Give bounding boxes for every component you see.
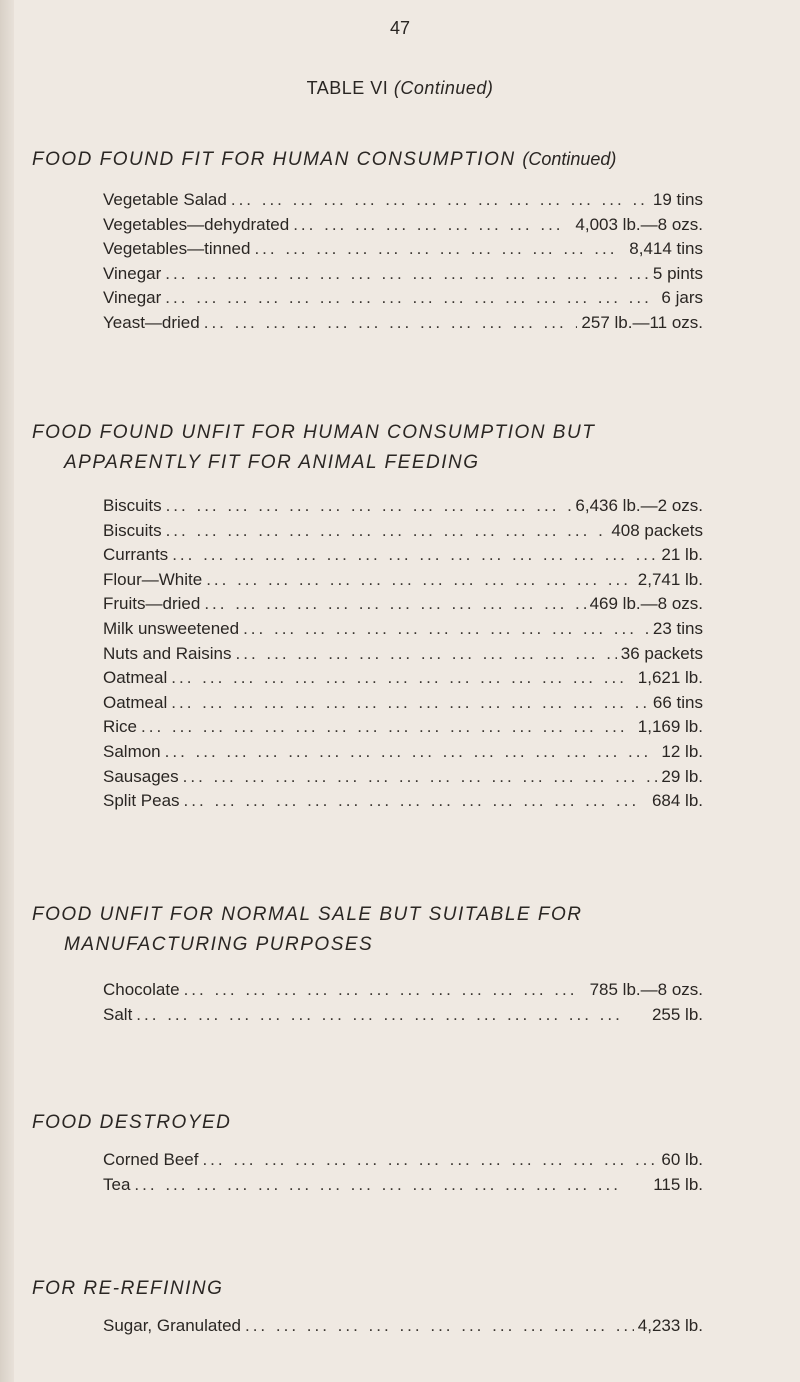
item-list-manufacturing	[103, 980, 703, 1029]
list-item	[103, 288, 703, 313]
item-label: Oatmeal	[103, 692, 168, 712]
item-list-animal-feeding	[103, 496, 703, 816]
list-item	[103, 521, 703, 546]
item-value: 469 lb.—8 ozs.	[589, 594, 703, 614]
page-binding-edge	[0, 0, 14, 1382]
section-heading-manufacturing	[32, 900, 782, 960]
item-list-destroyed	[103, 1150, 703, 1199]
leader-dots	[254, 239, 625, 259]
item-value: 6,436 lb.—2 ozs.	[575, 496, 703, 515]
item-value: 257 lb.—11 ozs.	[581, 312, 703, 332]
item-value: 5 pints	[652, 263, 703, 283]
item-label: Fruits—dried	[103, 594, 201, 614]
list-item	[103, 190, 703, 215]
section-heading-line2: APPARENTLY FIT FOR ANIMAL FEEDING	[64, 452, 480, 473]
item-list-re-refining	[103, 1316, 703, 1341]
item-value: 1,169 lb.	[637, 717, 703, 737]
item-value: 6 jars	[661, 288, 703, 308]
item-label: Rice	[103, 717, 138, 737]
leader-dots	[245, 1316, 634, 1336]
section-heading-animal-feeding	[32, 418, 782, 478]
item-label: Split Peas	[103, 791, 180, 811]
list-item	[103, 570, 703, 595]
item-value: 8,414 tins	[629, 239, 703, 259]
table-title-continued: (Continued)	[393, 78, 494, 98]
item-value: 4,003 lb.—8 ozs.	[575, 214, 703, 234]
item-list-fit-for-consumption	[103, 190, 703, 338]
leader-dots	[171, 668, 634, 688]
table-title-main: TABLE VI	[306, 78, 389, 98]
leader-dots	[184, 791, 648, 811]
item-value: 2,741 lb.	[637, 569, 703, 589]
leader-dots	[206, 570, 634, 590]
list-item	[103, 545, 703, 570]
section-heading-continued: (Continued)	[522, 149, 617, 169]
list-item	[103, 313, 703, 338]
leader-dots	[236, 644, 617, 664]
leader-dots	[293, 215, 571, 235]
list-item	[103, 791, 703, 816]
item-label: Milk unsweetened	[103, 618, 240, 638]
list-item	[103, 215, 703, 240]
item-value: 29 lb.	[661, 766, 703, 786]
item-value: 60 lb.	[661, 1150, 703, 1169]
item-value: 19 tins	[652, 190, 703, 209]
leader-dots	[165, 288, 657, 308]
item-value: 785 lb.—8 ozs.	[589, 980, 703, 999]
item-label: Tea	[103, 1174, 131, 1194]
item-value: 1,621 lb.	[637, 668, 703, 688]
list-item	[103, 767, 703, 792]
list-item	[103, 239, 703, 264]
item-label: Vinegar	[103, 288, 162, 308]
item-value: 23 tins	[652, 618, 703, 638]
item-value: 21 lb.	[661, 545, 703, 565]
item-label: Vegetable Salad	[103, 190, 227, 209]
leader-dots	[171, 693, 649, 713]
section-heading-line1: FOOD UNFIT FOR NORMAL SALE BUT SUITABLE FOR	[32, 904, 583, 925]
leader-dots	[204, 313, 578, 333]
leader-dots	[136, 1005, 648, 1025]
leader-dots	[183, 767, 658, 787]
section-heading-text: FOOD DESTROYED	[32, 1112, 232, 1133]
list-item	[103, 693, 703, 718]
item-label: Flour—White	[103, 569, 203, 589]
item-label: Chocolate	[103, 980, 180, 999]
item-label: Sausages	[103, 766, 179, 786]
item-value: 36 packets	[620, 643, 703, 663]
list-item	[103, 742, 703, 767]
leader-dots	[134, 1175, 649, 1195]
leader-dots	[165, 742, 658, 762]
list-item	[103, 594, 703, 619]
list-item	[103, 644, 703, 669]
list-item	[103, 1175, 703, 1200]
item-value: 408 packets	[611, 520, 703, 540]
item-label: Oatmeal	[103, 668, 168, 688]
leader-dots	[165, 264, 649, 284]
list-item	[103, 1005, 703, 1030]
leader-dots	[184, 980, 586, 1000]
leader-dots	[172, 545, 657, 565]
item-label: Nuts and Raisins	[103, 643, 232, 663]
item-label: Corned Beef	[103, 1150, 199, 1169]
item-value: 115 lb.	[653, 1174, 703, 1194]
table-title	[0, 78, 800, 99]
item-label: Vinegar	[103, 263, 162, 283]
item-label: Biscuits	[103, 520, 162, 540]
item-label: Yeast—dried	[103, 312, 200, 332]
item-label: Salmon	[103, 741, 161, 761]
list-item	[103, 717, 703, 742]
section-heading-line2: MANUFACTURING PURPOSES	[64, 934, 374, 955]
section-heading-fit-for-consumption	[32, 144, 782, 175]
item-label: Sugar, Granulated	[103, 1316, 241, 1335]
item-label: Salt	[103, 1004, 133, 1024]
section-heading-destroyed	[32, 1108, 782, 1138]
leader-dots	[141, 717, 634, 737]
list-item	[103, 1316, 703, 1341]
list-item	[103, 496, 703, 521]
item-value: 684 lb.	[651, 791, 703, 811]
item-value: 66 tins	[652, 692, 703, 712]
section-heading-text: FOR RE-REFINING	[32, 1278, 224, 1299]
leader-dots	[231, 190, 649, 210]
item-value: 4,233 lb.	[637, 1316, 703, 1335]
section-heading-re-refining	[32, 1274, 782, 1304]
leader-dots	[166, 521, 608, 541]
item-value: 255 lb.	[651, 1004, 703, 1024]
item-label: Vegetables—tinned	[103, 239, 251, 259]
item-label: Biscuits	[103, 496, 162, 515]
leader-dots	[204, 594, 585, 614]
list-item	[103, 668, 703, 693]
list-item	[103, 264, 703, 289]
leader-dots	[202, 1150, 657, 1170]
list-item	[103, 980, 703, 1005]
section-heading-text: FOOD FOUND FIT FOR HUMAN CONSUMPTION	[32, 149, 516, 170]
item-label: Currants	[103, 545, 169, 565]
leader-dots	[243, 619, 649, 639]
list-item	[103, 619, 703, 644]
leader-dots	[166, 496, 572, 516]
list-item	[103, 1150, 703, 1175]
section-heading-line1: FOOD FOUND UNFIT FOR HUMAN CONSUMPTION BUT	[32, 422, 596, 443]
page-number: 47	[389, 18, 411, 38]
item-label: Vegetables—dehydrated	[103, 214, 290, 234]
item-value: 12 lb.	[661, 741, 703, 761]
